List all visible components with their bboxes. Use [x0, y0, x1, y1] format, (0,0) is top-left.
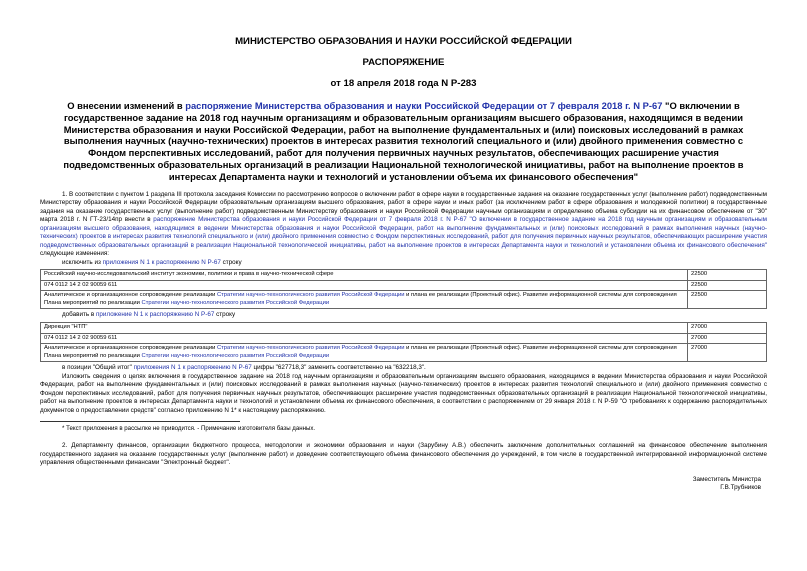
table-row: [41, 322, 767, 333]
table-cell-label: 074 0112 14 2 02 90059 611: [41, 333, 688, 344]
table-cell-label: 074 0112 14 2 02 90059 611: [41, 280, 688, 291]
document-type: РАСПОРЯЖЕНИЕ: [362, 57, 445, 68]
table-cell-value: 22500: [688, 280, 767, 291]
exclude-text-a: исключить из: [62, 258, 103, 266]
cell-text-b: и плана ее реализации (Проектный офис). Развитие информационной системы для сопровождения Плана мероприятий по реализации: [44, 292, 677, 306]
table-row: [41, 291, 767, 309]
table-row: [41, 270, 767, 281]
paragraph-1-text-c: следующие изменения:: [40, 250, 110, 258]
exclude-table: [40, 269, 767, 309]
strategy-link[interactable]: Стратегии научно-технологического развития Российской Федерации: [141, 299, 330, 306]
total-instruction: [40, 364, 767, 373]
title-rest: "О включении в государственное задание на 2018 год научным организациям и образовательным организациям высшего образования, находящимся в ведении Министерства образования и науки Российской Федерации, работ на выполнение фундаментальных и (или) поисковых исследований в рамках выполнения научных (научно-технических) проектов в интересах развития технологий специального и (или) двойного применения совместно с Фондом перспективных исследований, работ для получения первичных научных результатов, обеспечивающих расширение участия подведомственных образовательных организаций в реализации Национальной технологической инициативы, работ на выполнение проектов в интересах Департамента науки и технологий и установлении объема их финансового обеспечения": [63, 100, 744, 182]
table-row: [41, 280, 767, 291]
cell-text-b: и плана ее реализации (Проектный офис). Развитие информационной системы для сопровождения Плана мероприятий по реализации: [44, 345, 677, 359]
document-date-number: от 18 апреля 2018 года N Р-283: [330, 78, 477, 89]
table-cell-label: Российский научно-исследовательский институт экономики, политики и права в научно-технической сфере: [41, 270, 688, 281]
strategy-link[interactable]: Стратегии научно-технологического развития Российской Федерации: [216, 292, 405, 299]
paragraph-2: 2. Департаменту финансов, организации бюджетного процесса, методологии и экономики образования и науки (Зарубину А.В.) обеспечить заключение дополнительных соглашений на финансовое обеспечение выполнения государственного задания на оказание государственных услуг (выполнение работ) и доведение соответствующего объема финансового обеспечения до учреждений, в том числе в государственной интегрированной информационной системе управления общественными финансами "Электронный бюджет".: [40, 442, 767, 467]
table-cell-value: 27000: [688, 322, 767, 333]
add-text-a: добавить в: [62, 311, 97, 319]
table-cell-label: [41, 344, 688, 362]
signature-position: Заместитель Министра: [692, 475, 761, 483]
state-task-paragraph: Изложить сведения о целях включения в государственное задание на 2018 год научным организациям и образовательным организациям высшего образования, находящимся в ведении Министерства образования и науки Российской Федерации, работ на выполнение фундаментальных и (или) поисковых исследований в рамках выполнения научных (научно-технических) проектов в интересах развития технологий специального и (или) двойного применения совместно с Фондом перспективных исследований, работ для получения первичных научных результатов, обеспечивающих расширение участия подведомственных образовательных организаций в реализации Национальной технологической инициативы, работ на выполнение проектов в интересах Департамента науки и технологий и установлении объема их финансового обеспечения, в соответствии с распоряжением от 29 января 2018 г. N Р-59 "О требованиях к содержанию распорядительных документов о предоставлении средств" согласно приложению N 1* к настоящему распоряжению.: [40, 372, 767, 414]
exclude-appendix-link[interactable]: приложения N 1 к распоряжению N Р-67: [102, 258, 221, 266]
ministry-header: МИНИСТЕРСТВО ОБРАЗОВАНИЯ И НАУКИ РОССИЙСКОЙ ФЕДЕРАЦИИ: [235, 36, 572, 47]
cell-text-a: Аналитическое и организационное сопровождение реализации: [44, 345, 217, 352]
add-text-b: строку: [214, 311, 236, 319]
title-prefix: О внесении изменений в: [67, 100, 186, 111]
total-appendix-link[interactable]: приложения N 1 к распоряжению N Р-67: [133, 364, 252, 372]
document-title: [50, 100, 757, 183]
table-cell-label: [41, 291, 688, 309]
exclude-instruction: [40, 259, 767, 268]
table-row: [41, 333, 767, 344]
add-appendix-link[interactable]: приложение N 1 к распоряжению N Р-67: [96, 311, 215, 319]
title-order-link[interactable]: распоряжение Министерства образования и науки Российской Федерации от 7 февраля 2018 г. N Р-67: [185, 100, 663, 111]
cell-text-a: Аналитическое и организационное сопровождение реализации: [44, 292, 217, 299]
table-cell-label: Дирекция "НТП": [41, 322, 688, 333]
table-cell-value: 22500: [688, 270, 767, 281]
total-text-a: в позиции "Общий итог": [62, 364, 134, 372]
add-table: [40, 322, 767, 362]
footnote-divider: [40, 421, 240, 422]
paragraph-1-text-a: 1. В соответствии с пунктом 1 раздела III протокола заседания Комиссии по рассмотрению вопросов о включении работ в сфере науки в государственные задания на оказание государственных услуг (выполнение работ) подведомственным Министерству образования и науки Российской Федерации образовательным организациям высшего образования, работ в сфере науки и иных работ (за исключением работ в сфере образования и молодежной политики) в государственные задания на оказание государственных услуг (выполнение работ) подведомственным Министерству образования и науки Российской Федерации научным организациям и определению объема субсидии на их финансовое обеспечение от "30" марта 2018 г. N ГТ-23/14пр внести в: [40, 190, 767, 224]
signature-block: [40, 476, 767, 493]
footnote: * Текст приложения в рассылке не приводится. - Примечание изготовителя базы данных.: [62, 425, 316, 433]
paragraph-1-order-title: "О включении в государственное задание на 2018 год научным организациям и образовательным организациям высшего образования, находящимся в ведении Министерства образования и науки Российской Федерации, работ на выполнение фундаментальных и (или) поисковых исследований в рамках выполнения научных (научно-технических) проектов в интересах развития технологий специального и (или) двойного применения совместно с Фондом перспективных исследований, работ для получения первичных научных результатов, обеспечивающих расширение участия подведомственных образовательных организаций в реализации Национальной технологической инициативы, работ на выполнение проектов в интересах Департамента науки и технологий и установлении объема их финансового обеспечения": [40, 216, 767, 249]
strategy-link[interactable]: Стратегии научно-технологического развития Российской Федерации: [216, 345, 405, 352]
table-cell-value: 22500: [688, 291, 767, 309]
add-instruction: [40, 311, 767, 320]
table-cell-value: 27000: [688, 333, 767, 344]
strategy-link[interactable]: Стратегии научно-технологического развития Российской Федерации: [141, 352, 330, 359]
table-row: [41, 344, 767, 362]
exclude-text-b: строку: [220, 258, 242, 266]
total-text-b: цифры "627718,3" заменить соответственно на "632218,3".: [251, 364, 426, 372]
paragraph-1-order-link[interactable]: распоряжение Министерства образования и науки Российской Федерации от 7 февраля 2018 г. N Р-67: [153, 216, 467, 224]
paragraph-1: [40, 191, 767, 259]
signature-name: Г.В.Трубников: [720, 484, 761, 492]
table-cell-value: 27000: [688, 344, 767, 362]
